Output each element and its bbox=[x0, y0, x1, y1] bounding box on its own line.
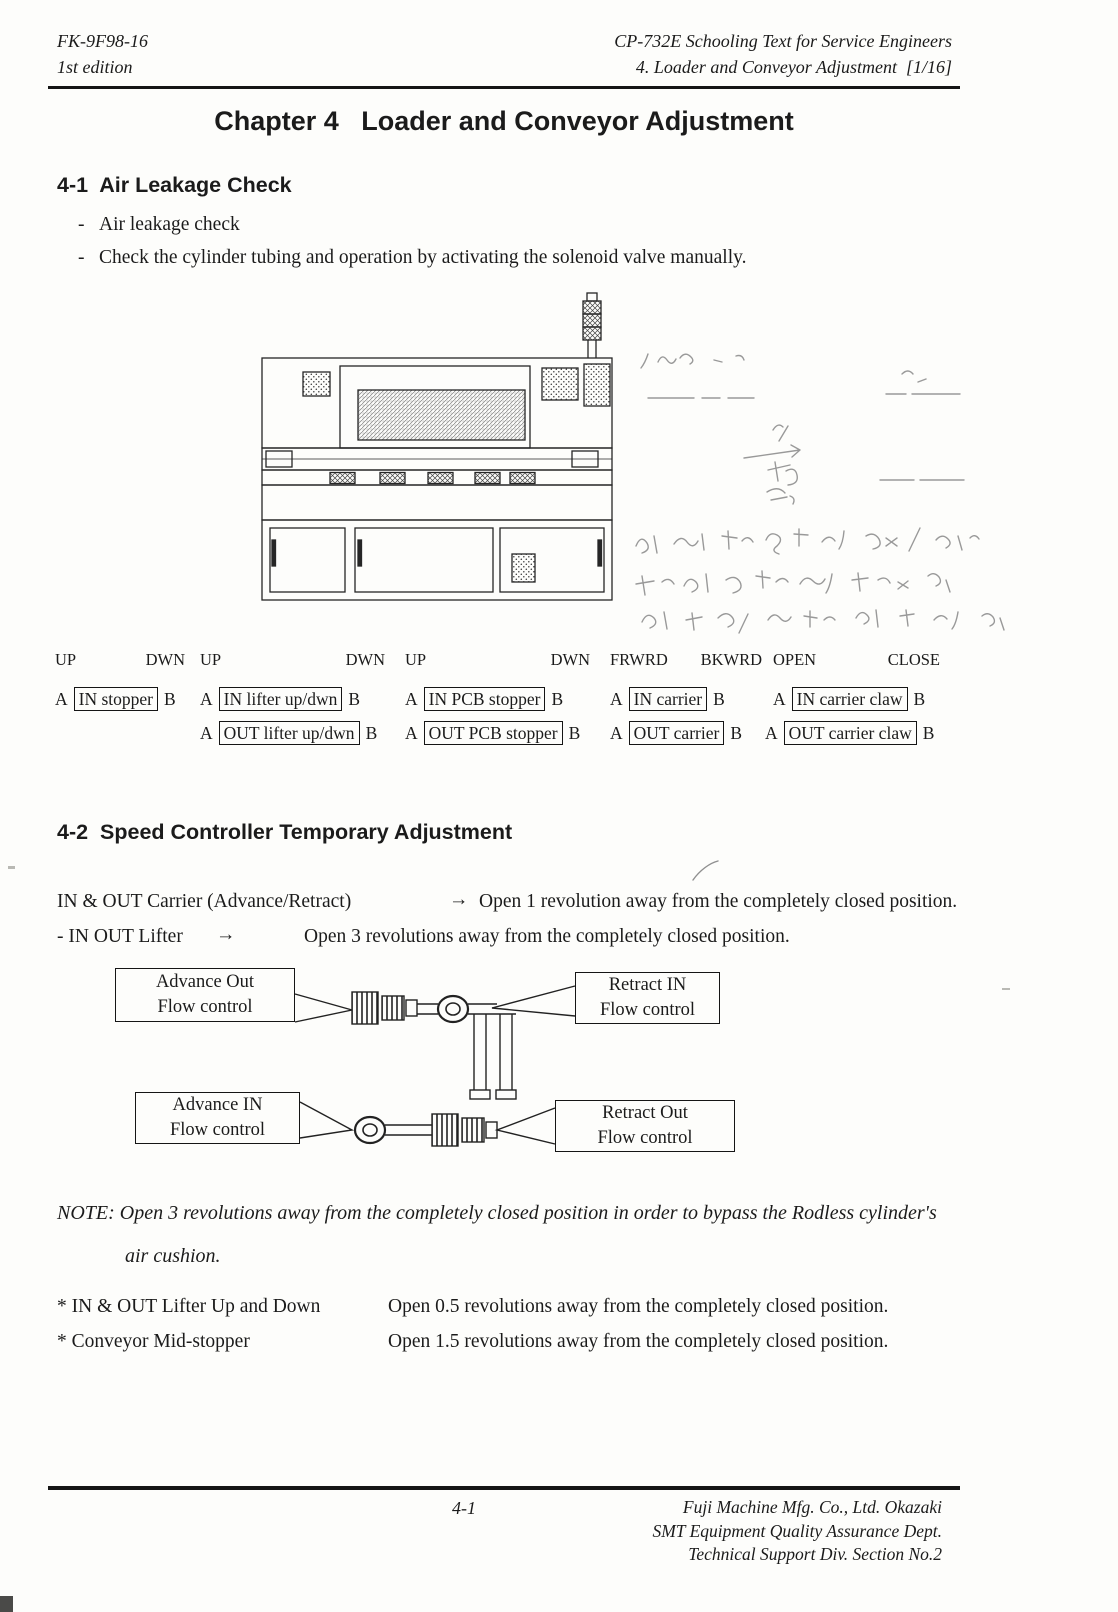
arrow-right-icon: → bbox=[216, 924, 236, 945]
callout-line: Advance Out bbox=[155, 972, 255, 992]
doc-title: CP-732E Schooling Text for Service Engineers bbox=[614, 31, 952, 51]
valve-col3-headers bbox=[405, 650, 590, 670]
machine-upper-housing bbox=[262, 358, 612, 448]
valve-box: OUT carrier bbox=[629, 721, 725, 745]
doc-section-ref: 4. Loader and Conveyor Adjustment [1/16] bbox=[635, 57, 952, 77]
valve-header: FRWRD bbox=[610, 650, 668, 669]
header-rule bbox=[48, 86, 960, 89]
tubes bbox=[470, 1014, 516, 1099]
lower-fitting-assembly bbox=[355, 1114, 497, 1146]
callout-line: Flow control bbox=[597, 1128, 693, 1148]
valve-a: A bbox=[610, 688, 623, 709]
conveyor-band bbox=[262, 448, 612, 470]
bullet-text: Check the cylinder tubing and operation by activating the solenoid valve manually. bbox=[99, 247, 747, 268]
scan-artifact bbox=[8, 866, 15, 869]
bullet-text: Air leakage check bbox=[99, 214, 240, 235]
bullet-item-1 bbox=[78, 214, 240, 236]
callout-line: Retract Out bbox=[602, 1103, 688, 1123]
note-paragraph bbox=[57, 1192, 949, 1278]
valve-b: B bbox=[164, 688, 176, 709]
valve-b: B bbox=[922, 722, 935, 743]
valve-a: A bbox=[773, 688, 786, 709]
valve-label-out-lifter bbox=[200, 721, 377, 745]
valve-b: B bbox=[713, 688, 725, 709]
page-number: 4-1 bbox=[452, 1498, 476, 1518]
leader-retract-in bbox=[492, 986, 575, 1016]
valve-label-out-pcb-stopper bbox=[405, 721, 580, 745]
valve-b: B bbox=[913, 688, 926, 709]
footer-company-line: Fuji Machine Mfg. Co., Ltd. Okazaki bbox=[682, 1497, 942, 1517]
valve-label-out-carrier-claw bbox=[765, 721, 934, 745]
valve-b: B bbox=[551, 688, 564, 709]
valve-box: IN stopper bbox=[74, 687, 158, 711]
arrow-right-icon: → bbox=[449, 889, 469, 910]
callout-line: Flow control bbox=[157, 997, 253, 1017]
adjust-line2-label: - IN OUT Lifter bbox=[57, 926, 183, 947]
header-right bbox=[614, 28, 952, 80]
adjust-line1-label: IN & OUT Carrier (Advance/Retract) bbox=[57, 891, 352, 912]
valve-a: A bbox=[765, 722, 778, 743]
footer-company-line: Technical Support Div. Section No.2 bbox=[688, 1544, 942, 1564]
feeder-strip bbox=[262, 470, 612, 485]
leader-retract-out bbox=[497, 1108, 555, 1144]
valve-label-in-lifter bbox=[200, 687, 360, 711]
valve-b: B bbox=[730, 722, 742, 743]
valve-header: UP bbox=[55, 650, 77, 669]
valve-label-in-stopper bbox=[55, 687, 176, 711]
valve-b: B bbox=[365, 722, 378, 743]
star-item-text: Open 0.5 revolutions away from the completely closed position. bbox=[388, 1296, 889, 1317]
front-apron bbox=[262, 485, 612, 520]
valve-header: UP bbox=[405, 650, 427, 669]
adjust-line1-text: Open 1 revolution away from the completely closed position. bbox=[479, 891, 958, 912]
doc-code: FK-9F98-16 bbox=[57, 31, 148, 51]
valve-a: A bbox=[200, 722, 213, 743]
star-item-mid-stopper bbox=[57, 1331, 967, 1359]
footer-company-block bbox=[652, 1496, 942, 1567]
valve-a: A bbox=[405, 688, 418, 709]
valve-col5-headers bbox=[773, 650, 940, 670]
valve-col1-headers bbox=[55, 650, 185, 670]
scan-artifact bbox=[1002, 988, 1010, 990]
header-left bbox=[57, 28, 148, 80]
pencil-tick bbox=[688, 858, 722, 884]
callout-line: Flow control bbox=[599, 1000, 696, 1020]
machine-figure bbox=[250, 288, 620, 608]
valve-b: B bbox=[568, 722, 581, 743]
lower-cabinet bbox=[262, 520, 612, 600]
valve-header: UP bbox=[200, 650, 222, 669]
valve-box: IN carrier claw bbox=[792, 687, 908, 711]
callout-retract-in bbox=[575, 972, 720, 1024]
valve-label-in-pcb-stopper bbox=[405, 687, 563, 711]
valve-header: DWN bbox=[550, 650, 590, 669]
valve-header: OPEN bbox=[773, 650, 817, 669]
valve-a: A bbox=[405, 722, 418, 743]
adjust-line2-text: Open 3 revolutions away from the completely closed position. bbox=[304, 926, 790, 947]
signal-tower bbox=[583, 293, 601, 358]
valve-label-in-carrier bbox=[610, 687, 725, 711]
valve-a: A bbox=[55, 688, 68, 709]
callout-line: Advance IN bbox=[172, 1095, 263, 1115]
valve-col4-headers bbox=[610, 650, 762, 670]
star-item-label: * IN & OUT Lifter Up and Down bbox=[57, 1296, 321, 1317]
star-item-text: Open 1.5 revolutions away from the completely closed position. bbox=[388, 1331, 889, 1352]
valve-header: BKWRD bbox=[700, 650, 762, 669]
star-item-label: * Conveyor Mid-stopper bbox=[57, 1331, 250, 1352]
valve-box: IN carrier bbox=[629, 687, 708, 711]
callout-advance-out bbox=[115, 968, 295, 1022]
valve-header: CLOSE bbox=[887, 650, 940, 669]
valve-header: DWN bbox=[345, 650, 385, 669]
note-label: NOTE: bbox=[57, 1202, 115, 1224]
valve-header: DWN bbox=[145, 650, 185, 669]
callout-retract-out bbox=[555, 1100, 735, 1152]
handwritten-annotations bbox=[618, 330, 1038, 660]
bullet-marker: - bbox=[78, 214, 85, 235]
leader-advance-out bbox=[295, 994, 352, 1022]
chapter-title: Chapter 4 Loader and Conveyor Adjustment bbox=[214, 106, 794, 136]
valve-box: IN lifter up/dwn bbox=[219, 687, 343, 711]
valve-box: OUT PCB stopper bbox=[424, 721, 563, 745]
bullet-item-2 bbox=[78, 247, 746, 269]
handwriting bbox=[618, 330, 1038, 660]
valve-label-in-carrier-claw bbox=[773, 687, 925, 711]
callout-line: Flow control bbox=[169, 1120, 266, 1140]
doc-edition: 1st edition bbox=[57, 57, 133, 77]
footer-rule bbox=[48, 1486, 960, 1490]
valve-col2-headers bbox=[200, 650, 385, 670]
bullet-marker: - bbox=[78, 247, 85, 268]
footer-company-line: SMT Equipment Quality Assurance Dept. bbox=[652, 1520, 942, 1541]
valve-b: B bbox=[348, 688, 361, 709]
callout-line: Retract IN bbox=[608, 975, 687, 995]
valve-box: OUT lifter up/dwn bbox=[219, 721, 360, 745]
star-item-lifter bbox=[57, 1296, 967, 1324]
valve-a: A bbox=[200, 688, 213, 709]
scan-artifact bbox=[0, 1596, 13, 1612]
valve-a: A bbox=[610, 722, 623, 743]
valve-box: IN PCB stopper bbox=[424, 687, 546, 711]
section-4-1-heading: 4-1 Air Leakage Check bbox=[57, 173, 292, 197]
valve-box: OUT carrier claw bbox=[784, 721, 917, 745]
note-text: Open 3 revolutions away from the completely closed position in order to bypass the Rodless cylinder's air cushion. bbox=[119, 1202, 937, 1267]
valve-label-out-carrier bbox=[610, 721, 742, 745]
section-4-2-heading: 4-2 Speed Controller Temporary Adjustment bbox=[57, 820, 513, 844]
callout-advance-in bbox=[135, 1092, 300, 1144]
upper-fitting-assembly bbox=[352, 992, 516, 1024]
machine-drawing bbox=[250, 288, 620, 608]
leader-advance-in bbox=[300, 1102, 352, 1138]
